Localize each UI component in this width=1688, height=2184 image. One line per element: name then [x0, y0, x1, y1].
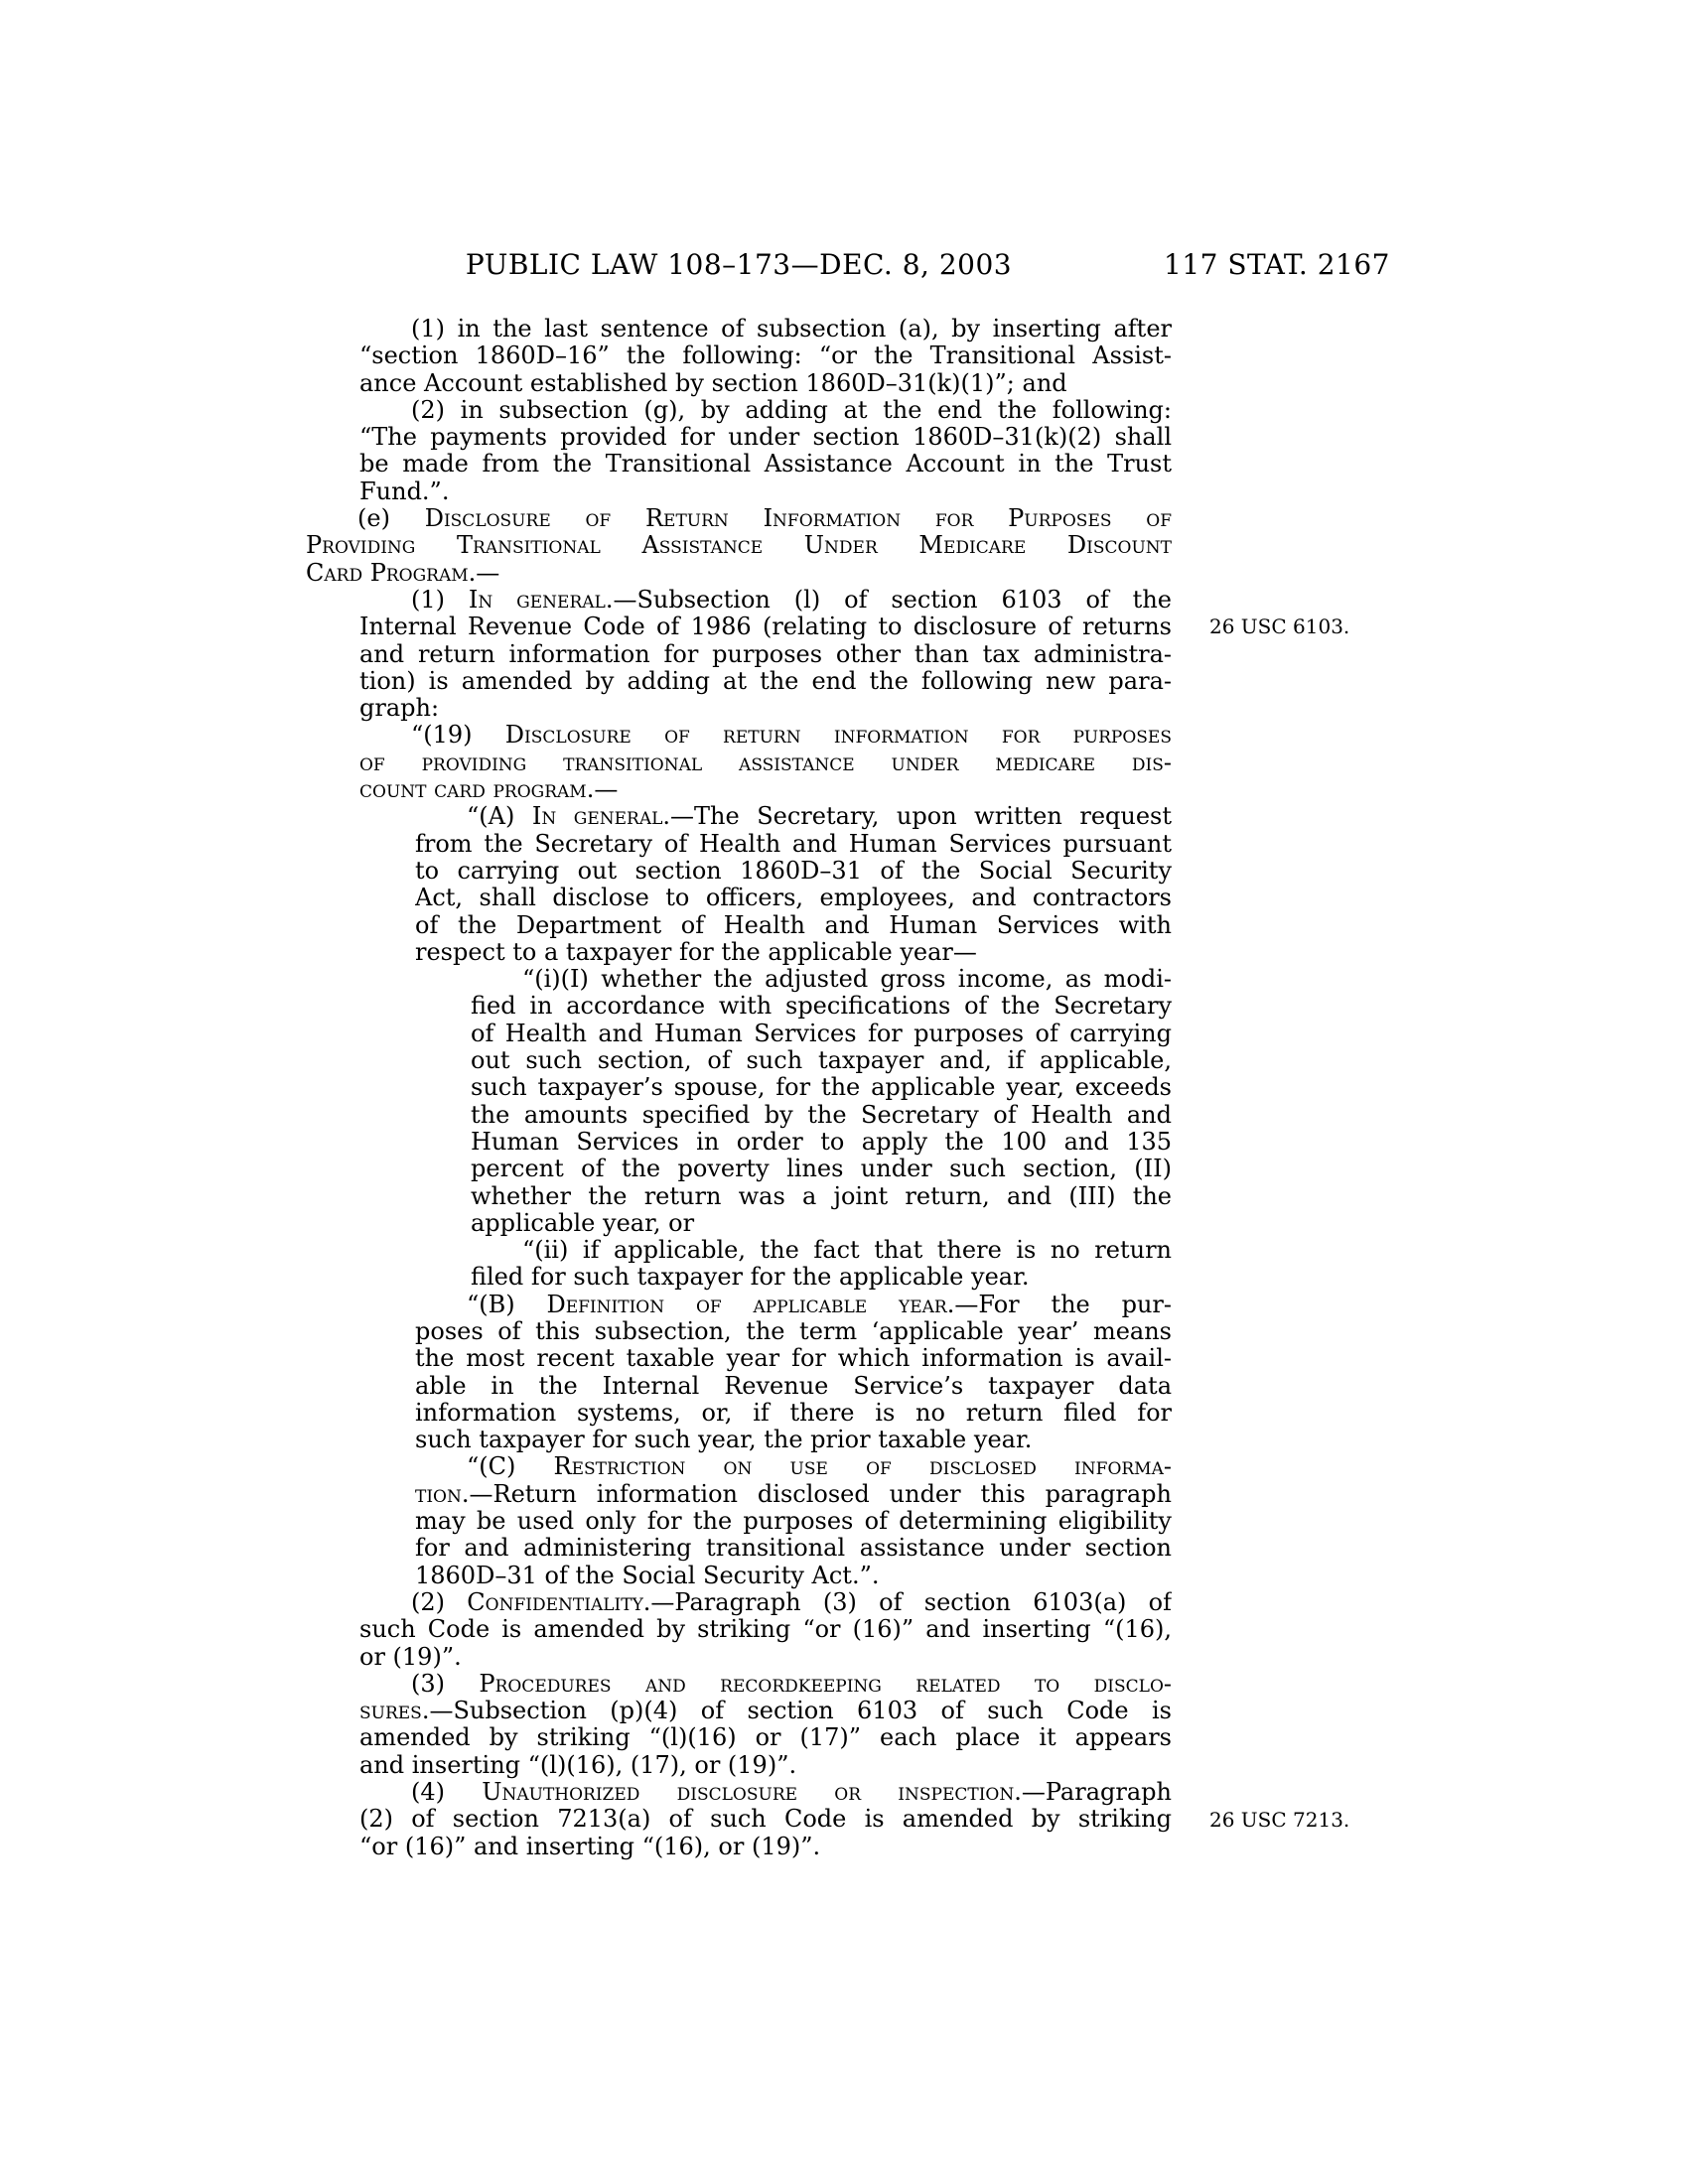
text-line — [415, 1400, 1172, 1427]
text-run: of the Department of Health and Human Services with — [415, 911, 1172, 939]
text-line — [359, 451, 1172, 478]
text-line — [415, 939, 1172, 966]
text-line — [467, 803, 1172, 830]
text-line — [359, 370, 1172, 397]
text-line — [471, 1021, 1172, 1047]
text-run: whether the return was a joint return, and (III) the — [471, 1182, 1172, 1210]
small-caps-run: In general — [468, 586, 606, 614]
text-line — [415, 858, 1172, 885]
text-run: (3) — [411, 1670, 480, 1698]
text-run: and inserting “(l)(16), (17), or (19)”. — [359, 1751, 797, 1779]
text-run: “or (16)” and inserting “(16), or (19)”. — [359, 1833, 821, 1860]
text-line — [359, 1806, 1172, 1833]
margin-note-usc-citation: 26 USC 7213. — [1209, 1807, 1350, 1832]
text-run: (2) of section 7213(a) of such Code is amended by striking — [359, 1806, 1172, 1834]
text-line — [415, 1318, 1172, 1345]
text-run: “section 1860D–16” the following: “or the Transitional Assist- — [359, 342, 1172, 370]
text-run: “(i)(I) whether the adjusted gross income, as modi- — [522, 966, 1172, 994]
text-run: tion) is amended by adding at the end the following new para- — [359, 667, 1172, 695]
text-line — [415, 885, 1172, 911]
text-line — [415, 1535, 1172, 1562]
text-line — [411, 1779, 1172, 1806]
text-line — [411, 316, 1172, 342]
small-caps-run: Providing Transitional Assistance Under Medicare Discount — [306, 532, 1172, 560]
text-run: “The payments provided for under section 1860D–31(k)(2) shall — [359, 424, 1172, 452]
text-run: the amounts specified by the Secretary of Health and — [471, 1101, 1172, 1129]
text-line — [467, 1453, 1172, 1480]
text-line — [359, 614, 1172, 640]
small-caps-run: of providing transitional assistance under medicare dis- — [359, 749, 1172, 776]
text-line — [471, 1047, 1172, 1074]
text-run: (2) in subsection (g), by adding at the end the following: — [411, 396, 1172, 424]
text-run: Internal Revenue Code of 1986 (relating to disclosure of returns — [359, 614, 1172, 641]
text-line — [359, 1752, 1172, 1779]
text-line — [359, 641, 1172, 668]
text-line — [415, 1508, 1172, 1535]
text-line — [359, 668, 1172, 695]
text-line — [411, 1671, 1172, 1698]
text-run: filed for such taxpayer for the applicable year. — [471, 1264, 1030, 1292]
text-run: “(C) — [467, 1453, 554, 1481]
text-line — [411, 587, 1172, 614]
text-run: fied in accordance with specifications of the Secretary — [471, 993, 1172, 1021]
text-line — [471, 993, 1172, 1020]
text-line — [415, 1563, 1172, 1589]
text-run: Human Services in order to apply the 100 and 135 — [471, 1128, 1172, 1156]
small-caps-run: Procedures and recordkeeping related to disclo- — [479, 1670, 1172, 1698]
text-run: “(ii) if applicable, the fact that there is no return — [522, 1237, 1172, 1265]
text-line — [411, 722, 1172, 749]
text-run: Act, shall disclose to officers, employees, and contractors — [415, 885, 1172, 912]
text-run: such taxpayer’s spouse, for the applicable year, exceeds — [471, 1074, 1172, 1102]
text-run: amended by striking “(l)(16) or (17)” each place it appears — [359, 1724, 1172, 1752]
small-caps-run: Disclosure of return information for purposes — [504, 722, 1172, 750]
text-run: 1860D–31 of the Social Security Act.”. — [415, 1562, 880, 1589]
text-run: (1) in the last sentence of subsection (a), by inserting after — [411, 316, 1172, 342]
text-run: .—Paragraph — [1014, 1779, 1172, 1807]
text-line — [359, 478, 1172, 505]
text-line — [467, 1292, 1172, 1318]
text-line — [471, 1183, 1172, 1210]
text-run: of Health and Human Services for purposes of carrying — [471, 1020, 1172, 1047]
text-line — [359, 695, 1172, 722]
text-run: from the Secretary of Health and Human Services pursuant — [415, 830, 1172, 858]
small-caps-run: Disclosure of Return Information for Purposes of — [424, 505, 1172, 533]
text-run: “(B) — [467, 1291, 547, 1318]
text-line — [415, 1481, 1172, 1508]
text-run: (4) — [411, 1779, 483, 1807]
text-line — [415, 912, 1172, 939]
small-caps-run: Card Program — [306, 559, 469, 587]
text-line — [306, 532, 1172, 559]
text-run: (2) — [411, 1588, 468, 1616]
text-run: (1) — [411, 586, 469, 614]
text-line — [522, 966, 1172, 993]
text-line — [359, 424, 1172, 451]
text-run: Fund.”. — [359, 478, 450, 505]
text-column — [306, 316, 1350, 1860]
text-run: .— — [468, 559, 500, 587]
text-run: be made from the Transitional Assistance Account in the Trust — [359, 451, 1172, 478]
text-line — [471, 1264, 1172, 1291]
small-caps-run: Confidentiality — [467, 1588, 643, 1616]
text-run: .—Paragraph (3) of section 6103(a) of — [642, 1588, 1172, 1616]
small-caps-run: Unauthorized disclosure or inspection — [482, 1779, 1015, 1807]
text-run: to carrying out section 1860D–31 of the Social Security — [415, 857, 1172, 885]
text-run: graph: — [359, 695, 440, 723]
text-run: respect to a taxpayer for the applicable year— — [415, 938, 977, 966]
margin-note-usc-citation: 26 USC 6103. — [1209, 614, 1350, 639]
text-run: may be used only for the purposes of determining eligibility — [415, 1508, 1172, 1536]
text-run: .—Return information disclosed under this paragraph — [461, 1480, 1172, 1508]
text-line — [415, 1345, 1172, 1372]
text-line — [359, 342, 1172, 369]
text-run: .— — [586, 776, 619, 804]
text-line — [306, 560, 1172, 587]
small-caps-run: Restriction on use of disclosed informa- — [553, 1453, 1172, 1481]
text-line — [359, 1644, 1172, 1671]
text-run: poses of this subsection, the term ‘applicable year’ means — [415, 1317, 1172, 1345]
text-run: the most recent taxable year for which information is avail- — [415, 1345, 1172, 1373]
text-line — [522, 1237, 1172, 1264]
text-line — [359, 1834, 1172, 1860]
text-run: able in the Internal Revenue Service’s taxpayer data — [415, 1372, 1172, 1400]
text-line — [415, 1373, 1172, 1400]
text-run: percent of the poverty lines under such section, (II) — [471, 1156, 1172, 1183]
small-caps-run: In general — [531, 803, 663, 831]
text-run: such taxpayer for such year, the prior taxable year. — [415, 1427, 1033, 1454]
text-run: or (19)”. — [359, 1643, 462, 1671]
text-line — [471, 1129, 1172, 1156]
text-run: out such section, of such taxpayer and, if applicable, — [471, 1047, 1172, 1075]
text-run: .—Subsection (p)(4) of section 6103 of such Code is — [421, 1698, 1172, 1725]
text-run: .—Subsection (l) of section 6103 of the — [605, 586, 1172, 614]
text-line — [471, 1102, 1172, 1129]
text-run: and return information for purposes other than tax administra- — [359, 640, 1172, 668]
text-run: applicable year, or — [471, 1209, 695, 1237]
text-line — [359, 1698, 1172, 1724]
text-run: such Code is amended by striking “or (16)” and inserting “(16), — [359, 1616, 1172, 1644]
text-run: .—For the pur- — [946, 1291, 1172, 1318]
text-line — [359, 776, 1172, 803]
running-head-law-title: PUBLIC LAW 108–173—DEC. 8, 2003 — [465, 248, 1013, 281]
running-head — [306, 248, 1390, 282]
text-line — [471, 1156, 1172, 1182]
text-line — [471, 1074, 1172, 1101]
text-line — [359, 1616, 1172, 1643]
text-run: for and administering transitional assistance under section — [415, 1535, 1172, 1563]
small-caps-run: tion — [415, 1480, 462, 1508]
text-run: “(A) — [467, 803, 532, 831]
small-caps-run: Definition of applicable year — [546, 1291, 947, 1318]
small-caps-run: sures — [359, 1698, 422, 1725]
text-line — [357, 505, 1172, 532]
text-line — [415, 1427, 1172, 1453]
text-run: information systems, or, if there is no return filed for — [415, 1399, 1172, 1427]
text-line — [415, 831, 1172, 858]
text-line — [359, 750, 1172, 776]
small-caps-run: count card program — [359, 776, 587, 804]
text-line — [411, 1589, 1172, 1616]
text-run: ance Account established by section 1860D–31(k)(1)”; and — [359, 369, 1067, 397]
text-run: (e) — [357, 505, 425, 533]
text-line — [411, 397, 1172, 424]
text-run: “(19) — [411, 722, 505, 750]
running-head-stat-citation: 117 STAT. 2167 — [1164, 248, 1390, 281]
text-line — [471, 1210, 1172, 1237]
text-line — [359, 1724, 1172, 1751]
text-run: .—The Secretary, upon written request — [662, 803, 1172, 831]
